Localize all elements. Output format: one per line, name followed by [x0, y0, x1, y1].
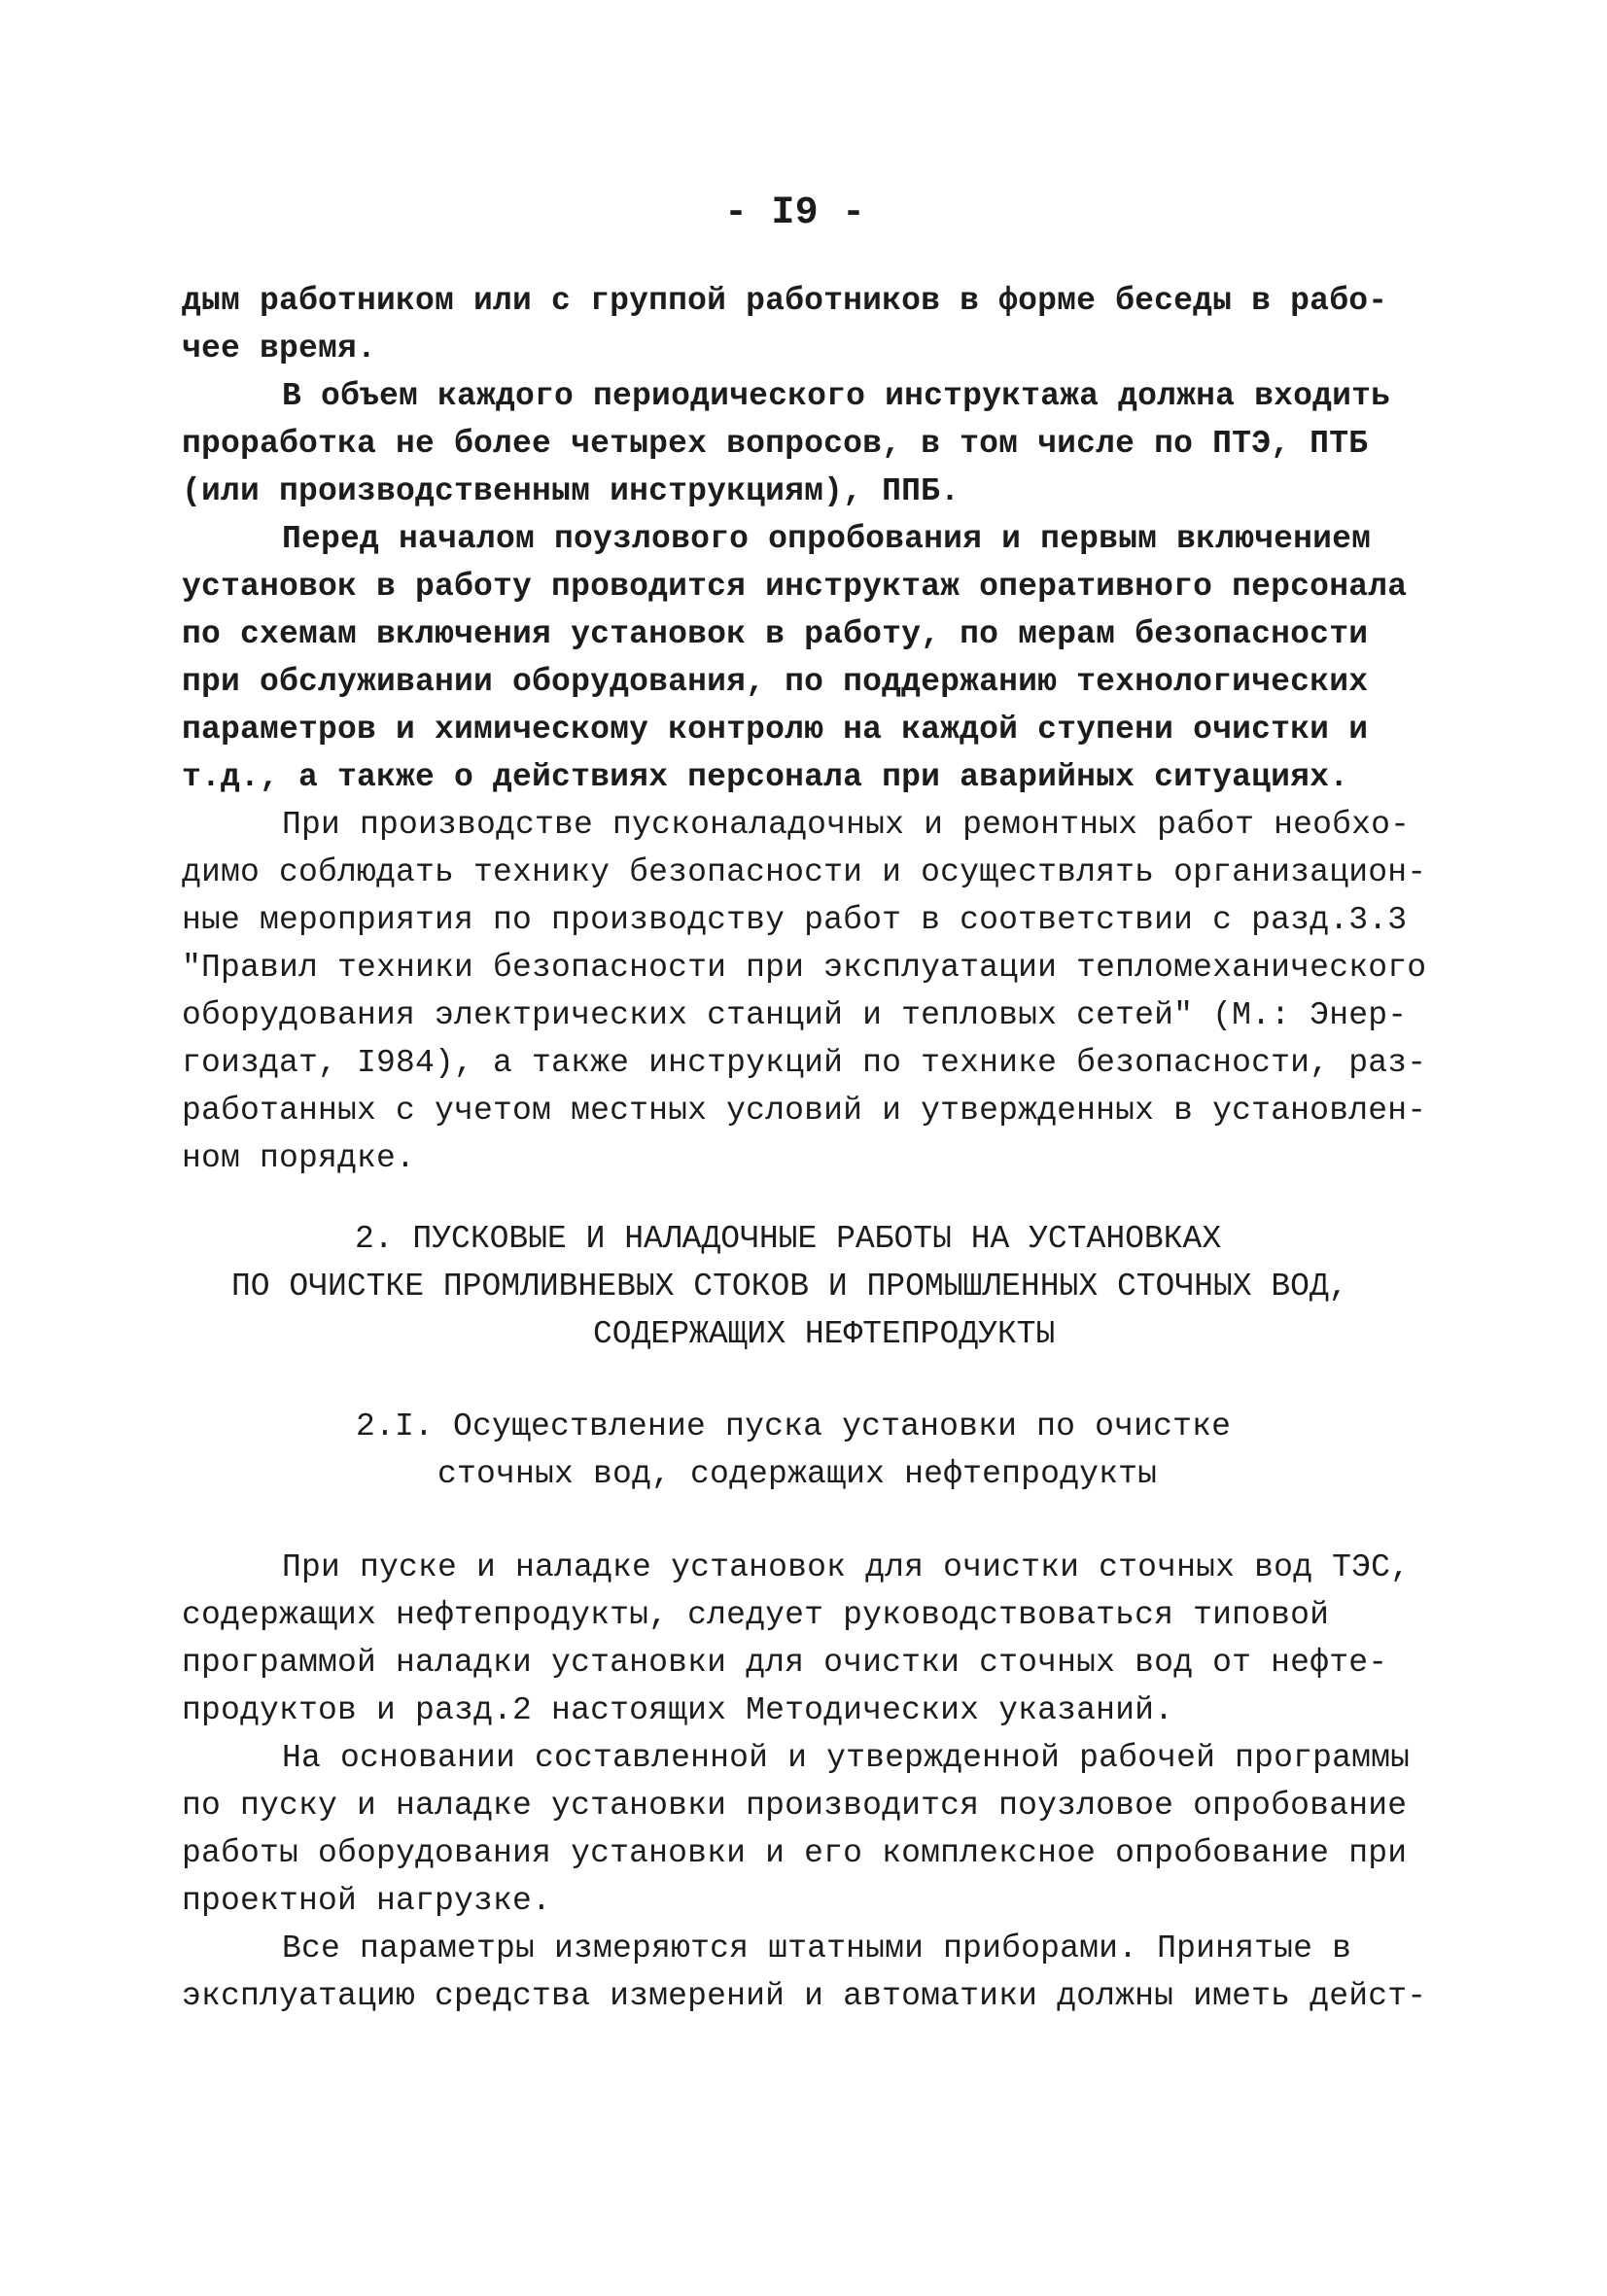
paragraph-line: установок в работу проводится инструктаж оперативного персонала	[182, 569, 1408, 605]
paragraph-line: параметров и химическому контролю на каждой ступени очистки и	[182, 712, 1369, 748]
paragraph-line: ные мероприятия по производству работ в соответствии с разд.3.3	[182, 902, 1408, 938]
paragraph-line: "Правил техники безопасности при эксплуатации тепломеханического	[182, 950, 1427, 986]
paragraph-line: чее время.	[182, 330, 377, 366]
paragraph-line: при обслуживании оборудования, по поддержанию технологических	[182, 664, 1369, 700]
paragraph-line: Все параметры измеряются штатными приборами. Принятые в	[282, 1931, 1352, 1966]
paragraph-line: гоиздат, I984), а также инструкций по технике безопасности, раз-	[182, 1045, 1427, 1081]
paragraph-line: При производстве пусконаладочных и ремонтных работ необхо-	[282, 807, 1411, 843]
paragraph-line: димо соблюдать технику безопасности и осуществлять организацион-	[182, 854, 1427, 890]
section-heading-line: ПО ОЧИСТКЕ ПРОМЛИВНЕВЫХ СТОКОВ И ПРОМЫШЛЕННЫХ СТОЧНЫХ ВОД,	[231, 1269, 1348, 1305]
paragraph-line: дым работником или с группой работников в форме беседы в рабо-	[182, 283, 1388, 319]
paragraph-line: ном порядке.	[182, 1140, 416, 1176]
paragraph-line: (или производственным инструкциям), ППБ.	[182, 473, 961, 509]
subsection-heading-line: 2.I. Осуществление пуска установки по очистке	[356, 1409, 1232, 1444]
paragraph-line: проектной нагрузке.	[182, 1883, 552, 1919]
paragraph-line: оборудования электрических станций и тепловых сетей" (М.: Энер-	[182, 997, 1408, 1033]
paragraph-line: проработка не более четырех вопросов, в том числе по ПТЭ, ПТБ	[182, 426, 1369, 462]
paragraph-line: В объем каждого периодического инструктажа должна входить	[282, 378, 1391, 414]
paragraph-line: работы оборудования установки и его комплексное опробование при	[182, 1835, 1408, 1871]
paragraph-line: При пуске и наладке установок для очистки сточных вод ТЭС,	[282, 1549, 1411, 1585]
paragraph-line: работанных с учетом местных условий и утвержденных в установлен-	[182, 1093, 1427, 1129]
page-number: - I9 -	[724, 191, 866, 235]
paragraph-line: по схемам включения установок в работу, по мерам безопасности	[182, 616, 1369, 652]
subsection-heading-line: сточных вод, содержащих нефтепродукты	[437, 1456, 1158, 1492]
paragraph-line: Перед началом поузлового опробования и первым включением	[282, 521, 1372, 557]
paragraph-line: На основании составленной и утвержденной рабочей программы	[282, 1740, 1411, 1776]
paragraph-line: эксплуатацию средства измерений и автоматики должны иметь дейст-	[182, 1978, 1427, 2014]
section-heading-line: СОДЕРЖАЩИХ НЕФТЕПРОДУКТЫ	[593, 1316, 1056, 1352]
paragraph-line: т.д., а также о действиях персонала при аварийных ситуациях.	[182, 759, 1349, 795]
paragraph-line: по пуску и наладке установки производится поузловое опробование	[182, 1788, 1408, 1824]
section-heading-line: 2. ПУСКОВЫЕ И НАЛАДОЧНЫЕ РАБОТЫ НА УСТАНОВКАХ	[355, 1221, 1222, 1257]
paragraph-line: содержащих нефтепродукты, следует руководствоваться типовой	[182, 1597, 1330, 1633]
paragraph-line: программой наладки установки для очистки сточных вод от нефте-	[182, 1645, 1388, 1681]
paragraph-line: продуктов и разд.2 настоящих Методических указаний.	[182, 1692, 1174, 1728]
